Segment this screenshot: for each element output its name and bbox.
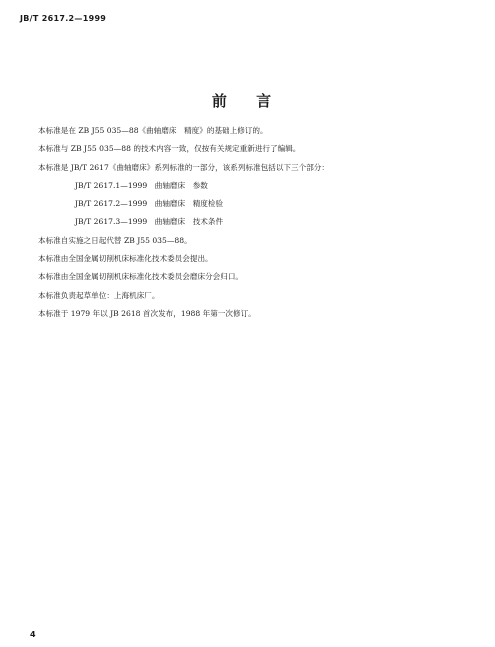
part-list-item: JB/T 2617.1—1999 曲轴磨床 参数 bbox=[75, 180, 208, 190]
paragraph: 本标准是 JB/T 2617《曲轴磨床》系列标准的一部分，该系列标准包括以下三个部分： bbox=[38, 162, 329, 172]
paragraph: 本标准于 1979 年以 JB 2618 首次发布，1988 年第一次修订。 bbox=[38, 308, 256, 318]
paragraph: 本标准自实施之日起代替 ZB J55 035—88。 bbox=[38, 235, 192, 245]
paragraph: 本标准由全国金属切削机床标准化技术委员会磨床分会归口。 bbox=[38, 272, 244, 282]
page-number: 4 bbox=[30, 630, 36, 639]
paragraph: 本标准是在 ZB J55 035—88《曲轴磨床 精度》的基础上修订的。 bbox=[38, 126, 268, 135]
standard-code-header: JB/T 2617.2—1999 bbox=[20, 14, 107, 23]
paragraph: 本标准与 ZB J55 035—88 的技术内容一致，仅按有关规定重新进行了编辑。 bbox=[38, 144, 301, 154]
preface-body bbox=[38, 122, 468, 323]
paragraph: 本标准负责起草单位：上海机床厂。 bbox=[38, 290, 160, 300]
part-list-item: JB/T 2617.3—1999 曲轴磨床 技术条件 bbox=[75, 217, 224, 227]
part-list-item: JB/T 2617.2—1999 曲轴磨床 精度检验 bbox=[75, 199, 224, 209]
paragraph: 本标准由全国金属切削机床标准化技术委员会提出。 bbox=[38, 254, 213, 264]
page-title: 前 言 bbox=[211, 92, 284, 110]
